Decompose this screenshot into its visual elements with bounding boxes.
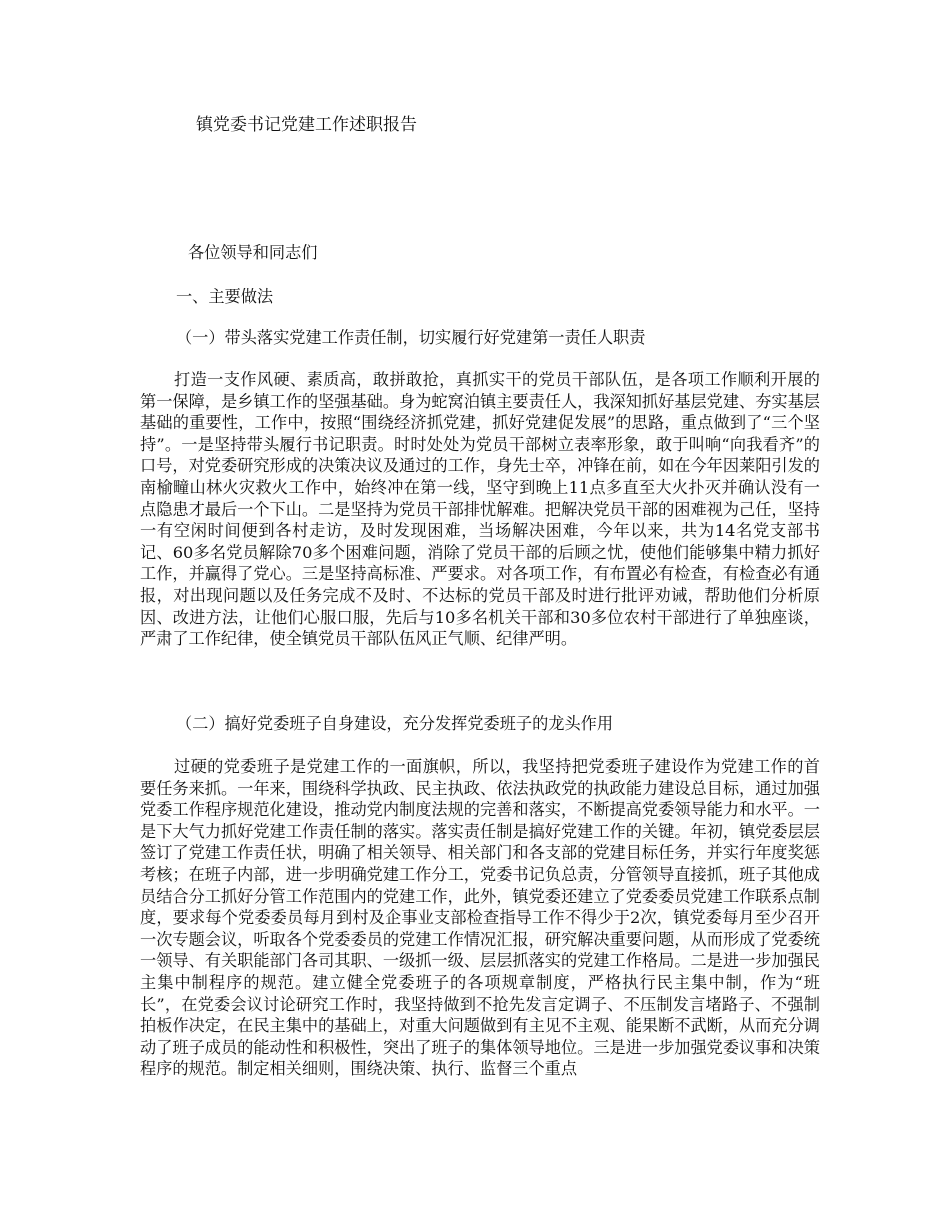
paragraph-1: 打造一支作风硬、素质高，敢拼敢抢，真抓实干的党员干部队伍，是各项工作顺利开展的第一保障，是乡镇工作的坚强基础。身为蛇窝泊镇主要责任人，我深知抓好基层党建、夯实基层基础的重要性，工作中，按照“围绕经济抓党建，抓好党建促发展”的思路，重点做到了“三个坚持”。一是坚持带头履行书记职责。时时处处为党员干部树立表率形象，敢于叫响“向我看齐”的口号，对党委研究形成的决策决议及通过的工作，身先士卒，冲锋在前，如在今年因莱阳引发的南榆疃山林火灾救火工作中，始终冲在第一线，坚守到晚上11点多直至大火扑灭并确认没有一点隐患才最后一个下山。二是坚持为党员干部排忧解难。把解决党员干部的困难视为己任，坚持一有空闲时间便到各村走访，及时发现困难，当场解决困难，今年以来，共为14名党支部书记、60多名党员解除70多个困难问题，消除了党员干部的后顾之忧，使他们能够集中精力抓好工作，并赢得了党心。三是坚持高标准、严要求。对各项工作，有布置必有检查，有检查必有通报，对出现问题以及任务完成不及时、不达标的党员干部及时进行批评劝诫，帮助他们分析原因、改进方法，让他们心服口服，先后与10多名机关干部和30多位农村干部进行了单独座谈，严肃了工作纪律，使全镇党员干部队伍风正气顺、纪律严明。 (140, 370, 820, 649)
salutation: 各位领导和同志们 (188, 243, 318, 262)
section-heading-main-practices: 一、主要做法 (176, 287, 274, 306)
paragraph-2: 过硬的党委班子是党建工作的一面旗帜，所以，我坚持把党委班子建设作为党建工作的首要任务来抓。一年来，围绕科学执政、民主执政、依法执政党的执政能力建设总目标，通过加强党委工作程序规范化建设，推动党内制度法规的完善和落实，不断提高党委领导能力和水平。一是下大气力抓好党建工作责任制的落实。落实责任制是搞好党建工作的关键。年初，镇党委层层签订了党建工作责任状，明确了相关领导、相关部门和各支部的党建目标任务，并实行年度奖惩考核；在班子内部，进一步明确党建工作分工，党委书记负总责，分管领导直接抓，班子其他成员结合分工抓好分管工作范围内的党建工作，此外，镇党委还建立了党委委员党建工作联系点制度，要求每个党委委员每月到村及企事业支部检查指导工作不得少于2次，镇党委每月至少召开一次专题会议，听取各个党委委员的党建工作情况汇报，研究解决重要问题，从而形成了党委统一领导、有关职能部门各司其职、一级抓一级、层层抓落实的党建工作格局。二是进一步加强民主集中制程序的规范。建立健全党委班子的各项规章制度，严格执行民主集中制，作为“班长”，在党委会议讨论研究工作时，我坚持做到不抢先发言定调子、不压制发言堵路子、不强制拍板作决定，在民主集中的基础上，对重大问题做到有主见不主观、能果断不武断，从而充分调动了班子成员的能动性和积极性，突出了班子的集体领导地位。三是进一步加强党委议事和决策程序的规范。制定相关细则，围绕决策、执行、监督三个重点 (140, 757, 820, 1079)
subsection-heading-2: （二）搞好党委班子自身建设，充分发挥党委班子的龙头作用 (176, 714, 614, 733)
document-title: 镇党委书记党建工作述职报告 (196, 115, 417, 135)
subsection-heading-1: （一）带头落实党建工作责任制，切实履行好党建第一责任人职责 (176, 328, 646, 347)
